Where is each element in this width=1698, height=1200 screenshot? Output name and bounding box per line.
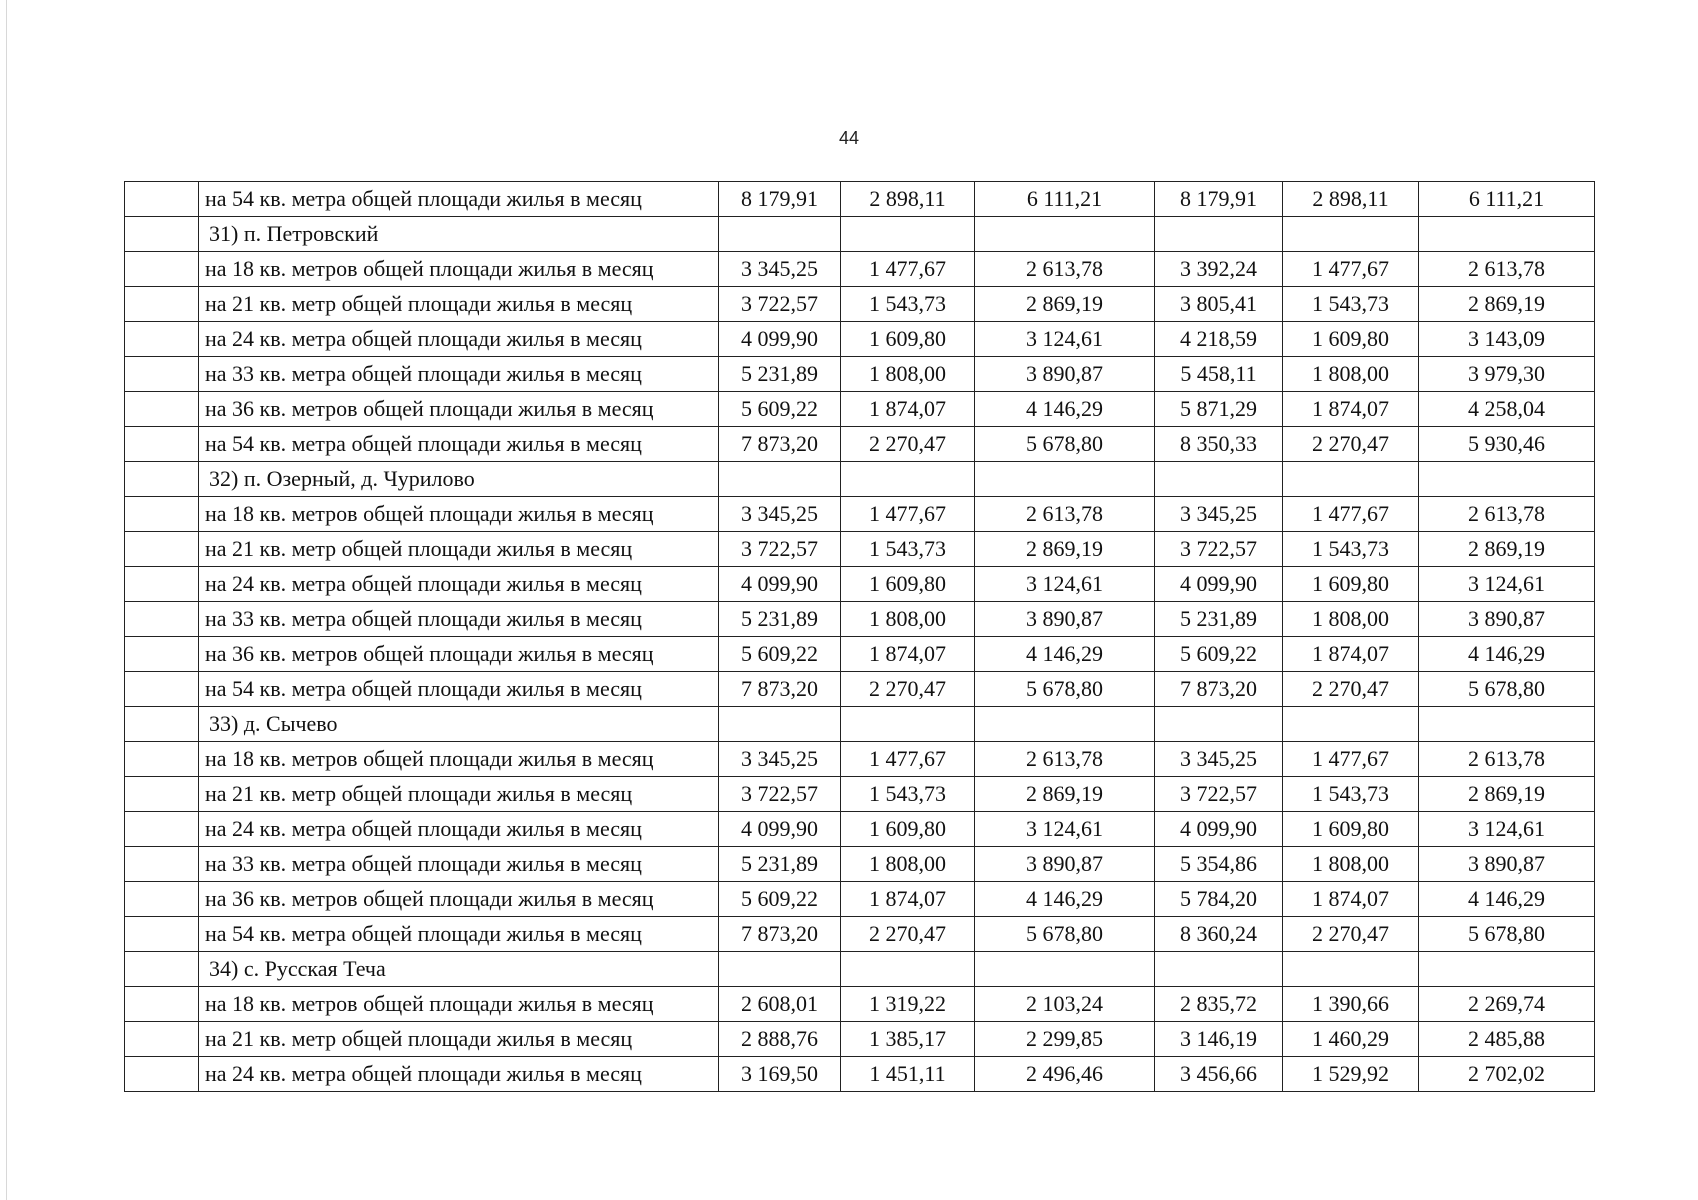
row-label: на 18 кв. метров общей площади жилья в месяц [199, 252, 719, 287]
table-row [125, 987, 1595, 1022]
table-row [125, 252, 1595, 287]
value-cell: 4 218,59 [1155, 322, 1283, 357]
value-cell [841, 462, 975, 497]
table-row [125, 497, 1595, 532]
table-row [125, 182, 1595, 217]
section-header-row [125, 462, 1595, 497]
value-cell [1419, 952, 1595, 987]
value-cell: 1 808,00 [841, 357, 975, 392]
table-row [125, 777, 1595, 812]
value-cell: 6 111,21 [975, 182, 1155, 217]
value-cell: 5 231,89 [719, 357, 841, 392]
value-cell [1419, 462, 1595, 497]
value-cell: 2 485,88 [1419, 1022, 1595, 1057]
table-row [125, 287, 1595, 322]
value-cell: 2 613,78 [1419, 252, 1595, 287]
value-cell: 2 613,78 [975, 252, 1155, 287]
value-cell: 5 678,80 [1419, 672, 1595, 707]
value-cell [841, 707, 975, 742]
row-label: на 36 кв. метров общей площади жилья в месяц [199, 392, 719, 427]
value-cell: 5 930,46 [1419, 427, 1595, 462]
value-cell: 4 146,29 [975, 637, 1155, 672]
value-cell: 2 270,47 [1283, 427, 1419, 462]
value-cell: 2 270,47 [841, 427, 975, 462]
value-cell: 1 874,07 [841, 637, 975, 672]
value-cell: 3 124,61 [975, 812, 1155, 847]
value-cell: 3 890,87 [1419, 602, 1595, 637]
row-label: на 36 кв. метров общей площади жилья в месяц [199, 637, 719, 672]
value-cell: 5 231,89 [1155, 602, 1283, 637]
value-cell: 3 722,57 [719, 287, 841, 322]
table-row [125, 917, 1595, 952]
value-cell [719, 462, 841, 497]
value-cell: 1 808,00 [841, 602, 975, 637]
value-cell: 3 124,61 [1419, 567, 1595, 602]
value-cell: 8 179,91 [719, 182, 841, 217]
value-cell: 4 099,90 [1155, 567, 1283, 602]
value-cell [1283, 217, 1419, 252]
value-cell: 3 124,61 [975, 567, 1155, 602]
table-row [125, 637, 1595, 672]
index-cell [125, 427, 199, 462]
value-cell: 7 873,20 [719, 917, 841, 952]
value-cell: 2 869,19 [975, 777, 1155, 812]
table-row [125, 847, 1595, 882]
value-cell: 1 477,67 [1283, 742, 1419, 777]
value-cell: 5 609,22 [719, 392, 841, 427]
value-cell: 1 808,00 [1283, 357, 1419, 392]
value-cell: 5 609,22 [719, 637, 841, 672]
value-cell: 1 477,67 [841, 742, 975, 777]
value-cell: 3 345,25 [719, 497, 841, 532]
value-cell: 1 609,80 [841, 322, 975, 357]
value-cell: 4 099,90 [719, 567, 841, 602]
row-label: на 54 кв. метра общей площади жилья в месяц [199, 182, 719, 217]
value-cell: 3 722,57 [719, 777, 841, 812]
value-cell: 1 543,73 [1283, 532, 1419, 567]
index-cell [125, 217, 199, 252]
row-label: на 33 кв. метра общей площади жилья в месяц [199, 602, 719, 637]
value-cell: 2 613,78 [975, 742, 1155, 777]
value-cell: 1 609,80 [1283, 322, 1419, 357]
value-cell: 3 979,30 [1419, 357, 1595, 392]
section-label: 31) п. Петровский [199, 217, 719, 252]
value-cell: 1 451,11 [841, 1057, 975, 1092]
value-cell [1283, 952, 1419, 987]
index-cell [125, 567, 199, 602]
value-cell: 7 873,20 [719, 427, 841, 462]
index-cell [125, 322, 199, 357]
value-cell: 2 270,47 [841, 672, 975, 707]
index-cell [125, 287, 199, 322]
value-cell: 1 808,00 [1283, 602, 1419, 637]
value-cell [1419, 217, 1595, 252]
index-cell [125, 987, 199, 1022]
value-cell: 2 299,85 [975, 1022, 1155, 1057]
index-cell [125, 847, 199, 882]
row-label: на 36 кв. метров общей площади жилья в месяц [199, 882, 719, 917]
value-cell: 5 231,89 [719, 847, 841, 882]
table-row [125, 427, 1595, 462]
value-cell: 6 111,21 [1419, 182, 1595, 217]
value-cell: 3 143,09 [1419, 322, 1595, 357]
section-label: 33) д. Сычево [199, 707, 719, 742]
table-row [125, 532, 1595, 567]
value-cell: 5 678,80 [975, 672, 1155, 707]
value-cell: 1 874,07 [841, 392, 975, 427]
value-cell [719, 707, 841, 742]
value-cell: 4 099,90 [719, 812, 841, 847]
value-cell: 4 099,90 [719, 322, 841, 357]
section-header-row [125, 952, 1595, 987]
value-cell [719, 952, 841, 987]
value-cell: 4 146,29 [1419, 637, 1595, 672]
value-cell: 1 385,17 [841, 1022, 975, 1057]
index-cell [125, 1057, 199, 1092]
value-cell: 2 103,24 [975, 987, 1155, 1022]
value-cell: 2 608,01 [719, 987, 841, 1022]
table-row [125, 567, 1595, 602]
value-cell: 2 869,19 [1419, 287, 1595, 322]
value-cell: 1 543,73 [841, 532, 975, 567]
value-cell: 4 146,29 [1419, 882, 1595, 917]
value-cell: 1 874,07 [841, 882, 975, 917]
value-cell [719, 217, 841, 252]
value-cell: 2 270,47 [1283, 672, 1419, 707]
value-cell: 3 345,25 [719, 252, 841, 287]
value-cell [1155, 952, 1283, 987]
value-cell: 3 345,25 [1155, 497, 1283, 532]
value-cell: 3 124,61 [1419, 812, 1595, 847]
value-cell: 2 898,11 [841, 182, 975, 217]
value-cell: 1 477,67 [1283, 252, 1419, 287]
value-cell: 2 270,47 [1283, 917, 1419, 952]
index-cell [125, 812, 199, 847]
value-cell [1283, 707, 1419, 742]
section-label: 32) п. Озерный, д. Чурилово [199, 462, 719, 497]
value-cell: 3 890,87 [975, 602, 1155, 637]
value-cell: 2 613,78 [1419, 742, 1595, 777]
table-row [125, 322, 1595, 357]
index-cell [125, 672, 199, 707]
value-cell: 5 784,20 [1155, 882, 1283, 917]
table-row [125, 392, 1595, 427]
value-cell: 3 890,87 [1419, 847, 1595, 882]
value-cell [1155, 707, 1283, 742]
index-cell [125, 252, 199, 287]
row-label: на 24 кв. метра общей площади жилья в месяц [199, 567, 719, 602]
value-cell: 1 874,07 [1283, 637, 1419, 672]
row-label: на 54 кв. метра общей площади жилья в месяц [199, 672, 719, 707]
value-cell: 1 874,07 [1283, 882, 1419, 917]
value-cell [1283, 462, 1419, 497]
value-cell: 1 390,66 [1283, 987, 1419, 1022]
row-label: на 18 кв. метров общей площади жилья в месяц [199, 987, 719, 1022]
value-cell: 5 458,11 [1155, 357, 1283, 392]
value-cell: 3 456,66 [1155, 1057, 1283, 1092]
value-cell: 4 146,29 [975, 392, 1155, 427]
index-cell [125, 777, 199, 812]
value-cell: 1 543,73 [1283, 777, 1419, 812]
value-cell: 3 345,25 [1155, 742, 1283, 777]
value-cell [975, 462, 1155, 497]
value-cell: 4 099,90 [1155, 812, 1283, 847]
index-cell [125, 707, 199, 742]
value-cell [841, 952, 975, 987]
value-cell: 5 678,80 [975, 427, 1155, 462]
section-header-row [125, 707, 1595, 742]
value-cell: 2 888,76 [719, 1022, 841, 1057]
value-cell: 1 543,73 [1283, 287, 1419, 322]
tariff-table [124, 181, 1595, 1092]
table-row [125, 882, 1595, 917]
section-header-row [125, 217, 1595, 252]
index-cell [125, 182, 199, 217]
value-cell [1155, 462, 1283, 497]
index-cell [125, 917, 199, 952]
value-cell: 3 392,24 [1155, 252, 1283, 287]
value-cell: 3 124,61 [975, 322, 1155, 357]
value-cell: 1 477,67 [841, 252, 975, 287]
row-label: на 21 кв. метр общей площади жилья в месяц [199, 1022, 719, 1057]
index-cell [125, 882, 199, 917]
row-label: на 33 кв. метра общей площади жилья в месяц [199, 847, 719, 882]
value-cell: 2 835,72 [1155, 987, 1283, 1022]
table-row [125, 602, 1595, 637]
value-cell: 5 871,29 [1155, 392, 1283, 427]
value-cell: 5 678,80 [1419, 917, 1595, 952]
value-cell: 1 874,07 [1283, 392, 1419, 427]
index-cell [125, 742, 199, 777]
value-cell: 1 529,92 [1283, 1057, 1419, 1092]
row-label: на 24 кв. метра общей площади жилья в месяц [199, 1057, 719, 1092]
value-cell: 5 609,22 [1155, 637, 1283, 672]
table-body [125, 182, 1595, 1092]
value-cell: 1 477,67 [1283, 497, 1419, 532]
table-row [125, 742, 1595, 777]
value-cell: 1 808,00 [1283, 847, 1419, 882]
value-cell: 3 805,41 [1155, 287, 1283, 322]
index-cell [125, 532, 199, 567]
value-cell: 1 609,80 [841, 567, 975, 602]
value-cell: 3 345,25 [719, 742, 841, 777]
value-cell: 1 543,73 [841, 287, 975, 322]
row-label: на 24 кв. метра общей площади жилья в месяц [199, 322, 719, 357]
value-cell: 1 609,80 [841, 812, 975, 847]
value-cell: 2 869,19 [975, 287, 1155, 322]
row-label: на 54 кв. метра общей площади жилья в месяц [199, 427, 719, 462]
value-cell: 4 258,04 [1419, 392, 1595, 427]
table-row [125, 1057, 1595, 1092]
index-cell [125, 602, 199, 637]
section-label: 34) с. Русская Теча [199, 952, 719, 987]
value-cell: 1 319,22 [841, 987, 975, 1022]
value-cell: 3 722,57 [719, 532, 841, 567]
table-row [125, 812, 1595, 847]
scan-edge-line [6, 0, 7, 1200]
index-cell [125, 637, 199, 672]
value-cell: 8 350,33 [1155, 427, 1283, 462]
value-cell [1155, 217, 1283, 252]
index-cell [125, 1022, 199, 1057]
value-cell: 3 169,50 [719, 1057, 841, 1092]
value-cell: 5 354,86 [1155, 847, 1283, 882]
value-cell: 2 270,47 [841, 917, 975, 952]
value-cell: 3 890,87 [975, 357, 1155, 392]
index-cell [125, 392, 199, 427]
value-cell: 1 609,80 [1283, 812, 1419, 847]
value-cell [841, 217, 975, 252]
value-cell [1419, 707, 1595, 742]
table-row [125, 1022, 1595, 1057]
value-cell: 2 898,11 [1283, 182, 1419, 217]
value-cell [975, 952, 1155, 987]
value-cell: 5 609,22 [719, 882, 841, 917]
index-cell [125, 952, 199, 987]
table-row [125, 672, 1595, 707]
value-cell: 7 873,20 [1155, 672, 1283, 707]
table-row [125, 357, 1595, 392]
value-cell: 3 722,57 [1155, 532, 1283, 567]
value-cell: 2 496,46 [975, 1057, 1155, 1092]
row-label: на 24 кв. метра общей площади жилья в месяц [199, 812, 719, 847]
value-cell: 2 269,74 [1419, 987, 1595, 1022]
value-cell: 3 722,57 [1155, 777, 1283, 812]
index-cell [125, 357, 199, 392]
row-label: на 18 кв. метров общей площади жилья в месяц [199, 497, 719, 532]
value-cell: 2 869,19 [1419, 532, 1595, 567]
page-number: 44 [838, 128, 860, 148]
row-label: на 33 кв. метра общей площади жилья в месяц [199, 357, 719, 392]
value-cell: 2 869,19 [975, 532, 1155, 567]
value-cell [975, 217, 1155, 252]
row-label: на 18 кв. метров общей площади жилья в месяц [199, 742, 719, 777]
row-label: на 54 кв. метра общей площади жилья в месяц [199, 917, 719, 952]
value-cell: 5 231,89 [719, 602, 841, 637]
value-cell: 1 477,67 [841, 497, 975, 532]
index-cell [125, 462, 199, 497]
value-cell: 8 360,24 [1155, 917, 1283, 952]
value-cell: 1 808,00 [841, 847, 975, 882]
value-cell: 2 613,78 [1419, 497, 1595, 532]
row-label: на 21 кв. метр общей площади жилья в месяц [199, 777, 719, 812]
index-cell [125, 497, 199, 532]
value-cell: 2 869,19 [1419, 777, 1595, 812]
value-cell: 5 678,80 [975, 917, 1155, 952]
value-cell: 4 146,29 [975, 882, 1155, 917]
value-cell: 3 890,87 [975, 847, 1155, 882]
value-cell: 3 146,19 [1155, 1022, 1283, 1057]
value-cell: 2 702,02 [1419, 1057, 1595, 1092]
value-cell: 1 460,29 [1283, 1022, 1419, 1057]
value-cell: 7 873,20 [719, 672, 841, 707]
value-cell: 2 613,78 [975, 497, 1155, 532]
row-label: на 21 кв. метр общей площади жилья в месяц [199, 287, 719, 322]
value-cell: 8 179,91 [1155, 182, 1283, 217]
value-cell: 1 543,73 [841, 777, 975, 812]
value-cell [975, 707, 1155, 742]
row-label: на 21 кв. метр общей площади жилья в месяц [199, 532, 719, 567]
value-cell: 1 609,80 [1283, 567, 1419, 602]
